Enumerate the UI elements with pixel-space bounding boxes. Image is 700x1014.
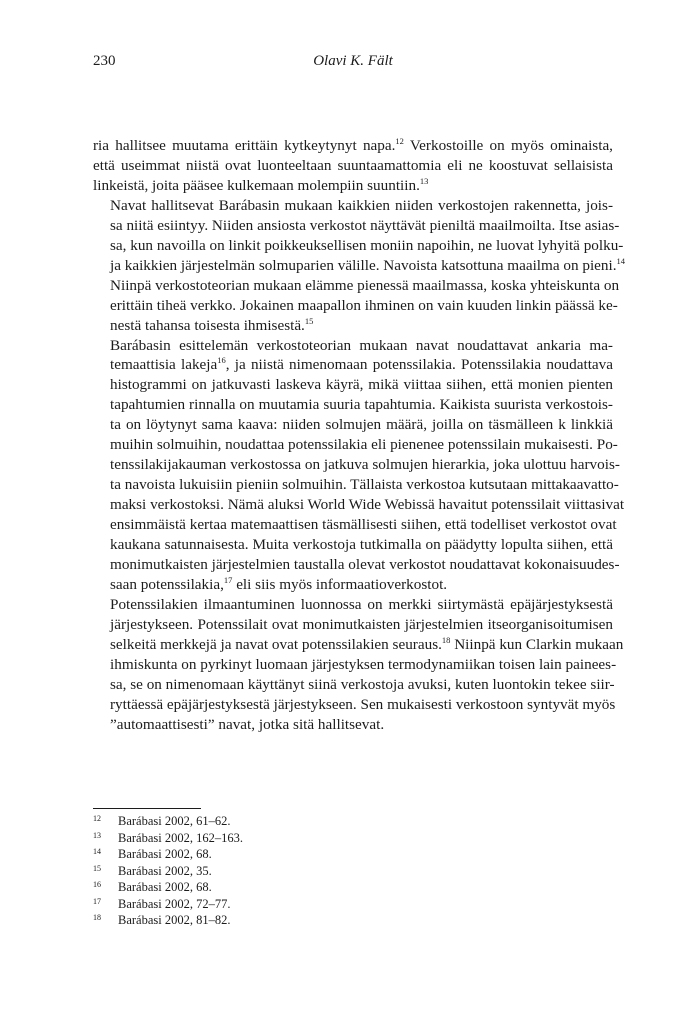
line-text: ihmiskunta on pyrkinyt luomaan järjestyksen termodynamiikan toisen lain painees- <box>110 655 617 673</box>
footnote-ref: 13 <box>419 175 429 186</box>
footnote-number: 16 <box>93 880 101 889</box>
paragraph <box>93 196 626 336</box>
footnote-ref: 16 <box>217 355 226 366</box>
line-text: Potenssilakien ilmaantuminen luonnossa on merkki siirtymästä epäjärjestyksestä <box>110 595 613 613</box>
footnote <box>93 896 613 913</box>
text-line <box>93 355 613 375</box>
page-header <box>93 53 613 73</box>
text-line <box>93 196 613 216</box>
footnote-number: 13 <box>93 830 101 840</box>
line-text-after: eli siis myös informaatioverkostot. <box>232 575 448 593</box>
line-text-after: Niinpä kun Clarkin mukaan <box>450 635 624 653</box>
line-text: selkeitä merkkejä ja navat ovat potenssilakien seuraus. <box>110 635 442 653</box>
text-line <box>93 395 613 415</box>
line-text: ta on löytynyt sama kaava: niiden solmujen määrä, joilla on täsmälleen k linkkiä <box>110 416 613 434</box>
text-line <box>93 156 613 176</box>
running-head: Olavi K. Fält <box>313 53 393 69</box>
line-text: ta navoista lukuisiin pieniin solmuihin. Tällaista verkostoa kutsutaan mittakaavatto- <box>110 476 619 494</box>
footnote-ref: 18 <box>441 634 451 645</box>
footnotes <box>93 813 613 929</box>
footnote-number: 17 <box>93 896 101 906</box>
text-line <box>93 475 619 495</box>
line-text: kaukana satunnaisesta. Muita verkostoja tutkimalla on päädytty lopulta siihen, että <box>110 536 613 554</box>
text-line <box>93 455 620 475</box>
line-text: ensimmäistä kertaa matemaattisen täsmällisesti siihen, että todelliset verkostot ovat <box>110 516 617 534</box>
line-text: saan potenssilakia, <box>110 575 224 593</box>
text-line <box>93 634 624 655</box>
line-text: sa, se on nimenomaan käyttänyt siinä verkostoja avuksi, kuten luontokin tekee siir- <box>110 675 615 693</box>
line-text: Niinpä verkostoteorian mukaan elämme pienessä maailmassa, koska yhteiskunta on <box>110 276 620 294</box>
footnote-text: Barábasi 2002, 61–62. <box>118 814 231 828</box>
footnote-text: Barábasi 2002, 68. <box>118 847 212 861</box>
text-line <box>93 435 618 455</box>
line-text: sa, kun navoilla on linkit poikkeuksellisen moniin napoihin, ne luovat lyhyitä polku- <box>110 236 624 254</box>
page-number: 230 <box>93 53 116 69</box>
footnote-number: 18 <box>93 913 101 922</box>
footnote-text: Barábasi 2002, 68. <box>118 880 212 894</box>
footnote-number: 14 <box>93 847 101 856</box>
line-text: muihin solmuihin, noudattaa potenssilakia eli pienenee potenssilain mukaisesti. Po- <box>110 436 618 454</box>
footnote-text: Barábasi 2002, 81–82. <box>118 913 231 927</box>
text-line <box>93 655 617 675</box>
text-line <box>93 255 626 276</box>
line-text: ryttäessä epäjärjestyksestä järjestykseen. Sen mukaisesti verkostoon syntyvät myös <box>110 695 616 713</box>
footnote-ref: 17 <box>223 574 233 585</box>
line-text: nestä tahansa toisesta ihmisestä. <box>110 316 305 334</box>
text-line <box>93 336 613 356</box>
line-text: ”automaattisesti” navat, jotka sitä hallitsevat. <box>110 715 385 733</box>
text-line <box>93 236 624 256</box>
text-line <box>93 296 618 316</box>
paragraph <box>93 595 624 735</box>
line-text: erittäin tiheä verkko. Jokainen maapallon ihminen on vain kuuden linkin päässä ke- <box>110 296 618 314</box>
text-line <box>93 715 613 735</box>
line-text: järjestykseen. Potenssilait ovat monimutkaisten järjestelmien itseorganisoitumisen <box>110 615 613 633</box>
text-line <box>93 515 617 535</box>
paragraph <box>93 336 625 595</box>
footnote <box>93 830 613 847</box>
text-line <box>93 136 613 156</box>
footnote-text: Barábasi 2002, 72–77. <box>118 896 231 911</box>
text-line <box>93 575 613 595</box>
text-line <box>93 415 613 435</box>
line-text: histogrammi on jatkuvasti laskeva käyrä, mikä viittaa siihen, että monien pienten <box>110 376 613 394</box>
text-line <box>93 555 620 575</box>
line-text: linkeistä, joita pääsee kulkemaan molempiin suuntiin. <box>93 176 420 194</box>
line-text: Barábasin esittelemän verkostoteorian mukaan navat noudattavat ankaria ma- <box>110 336 613 354</box>
footnote <box>93 879 613 896</box>
text-line <box>93 695 616 715</box>
line-text: ria hallitsee muutama erittäin kytkeytynyt napa. <box>93 137 396 154</box>
footnote <box>93 863 613 880</box>
line-text: tapahtumien rinnalla on muutamia suuria tapahtumia. Kaikista suurista verkostois- <box>110 396 613 414</box>
text-line <box>93 176 613 196</box>
text-line <box>93 595 613 615</box>
line-text: monimutkaisten järjestelmien taustalla olevat verkostot noudattavat kokonaisuudes- <box>110 556 620 574</box>
line-text-after: Verkostoille on myös ominaista, <box>403 137 613 154</box>
text-line <box>93 316 613 336</box>
footnote-text: Barábasi 2002, 35. <box>118 863 212 878</box>
line-text: maksi verkostoksi. Nämä aluksi World Wide Webissä havaitut potenssilait viittasivat <box>110 496 625 514</box>
text-line <box>93 375 613 395</box>
footnote <box>93 846 613 863</box>
footnote-text: Barábasi 2002, 162–163. <box>118 830 243 845</box>
text-line <box>93 615 613 635</box>
footnote <box>93 912 613 929</box>
text-line <box>93 276 620 296</box>
text-line <box>93 216 620 236</box>
paragraph <box>93 136 613 196</box>
line-text: temaattisia lakeja <box>110 356 218 374</box>
line-text: Navat hallitsevat Barábasin mukaan kaikkien niiden verkostojen rakennetta, jois- <box>110 196 613 214</box>
footnote-number: 15 <box>93 863 101 873</box>
footnote-ref: 12 <box>395 136 404 146</box>
footnote-separator <box>93 808 201 809</box>
body-text <box>93 136 626 735</box>
line-text: sa niitä esiintyy. Niiden ansiosta verkostot näyttävät pieniltä maailmoilta. Itse asias- <box>110 216 620 234</box>
line-text: ja kaikkien järjestelmän solmuparien välille. Navoista katsottuna maailma on pieni. <box>110 256 617 274</box>
text-line <box>93 495 625 515</box>
footnote-ref: 14 <box>616 255 626 266</box>
line-text: tenssilakijakauman verkostossa on jatkuva solmujen hierarkia, joka ulottuu harvois- <box>110 456 620 474</box>
line-text-after: , ja niistä nimenomaan potenssilakia. Potenssilakia noudattava <box>225 356 614 374</box>
footnote <box>93 813 613 830</box>
text-line <box>93 675 613 695</box>
footnote-ref: 15 <box>304 315 314 326</box>
text-line <box>93 535 613 555</box>
footnote-number: 12 <box>93 814 101 823</box>
line-text: että useimmat niistä ovat luonteeltaan suuntaamattomia eli ne koostuvat sellaisista <box>93 156 613 174</box>
